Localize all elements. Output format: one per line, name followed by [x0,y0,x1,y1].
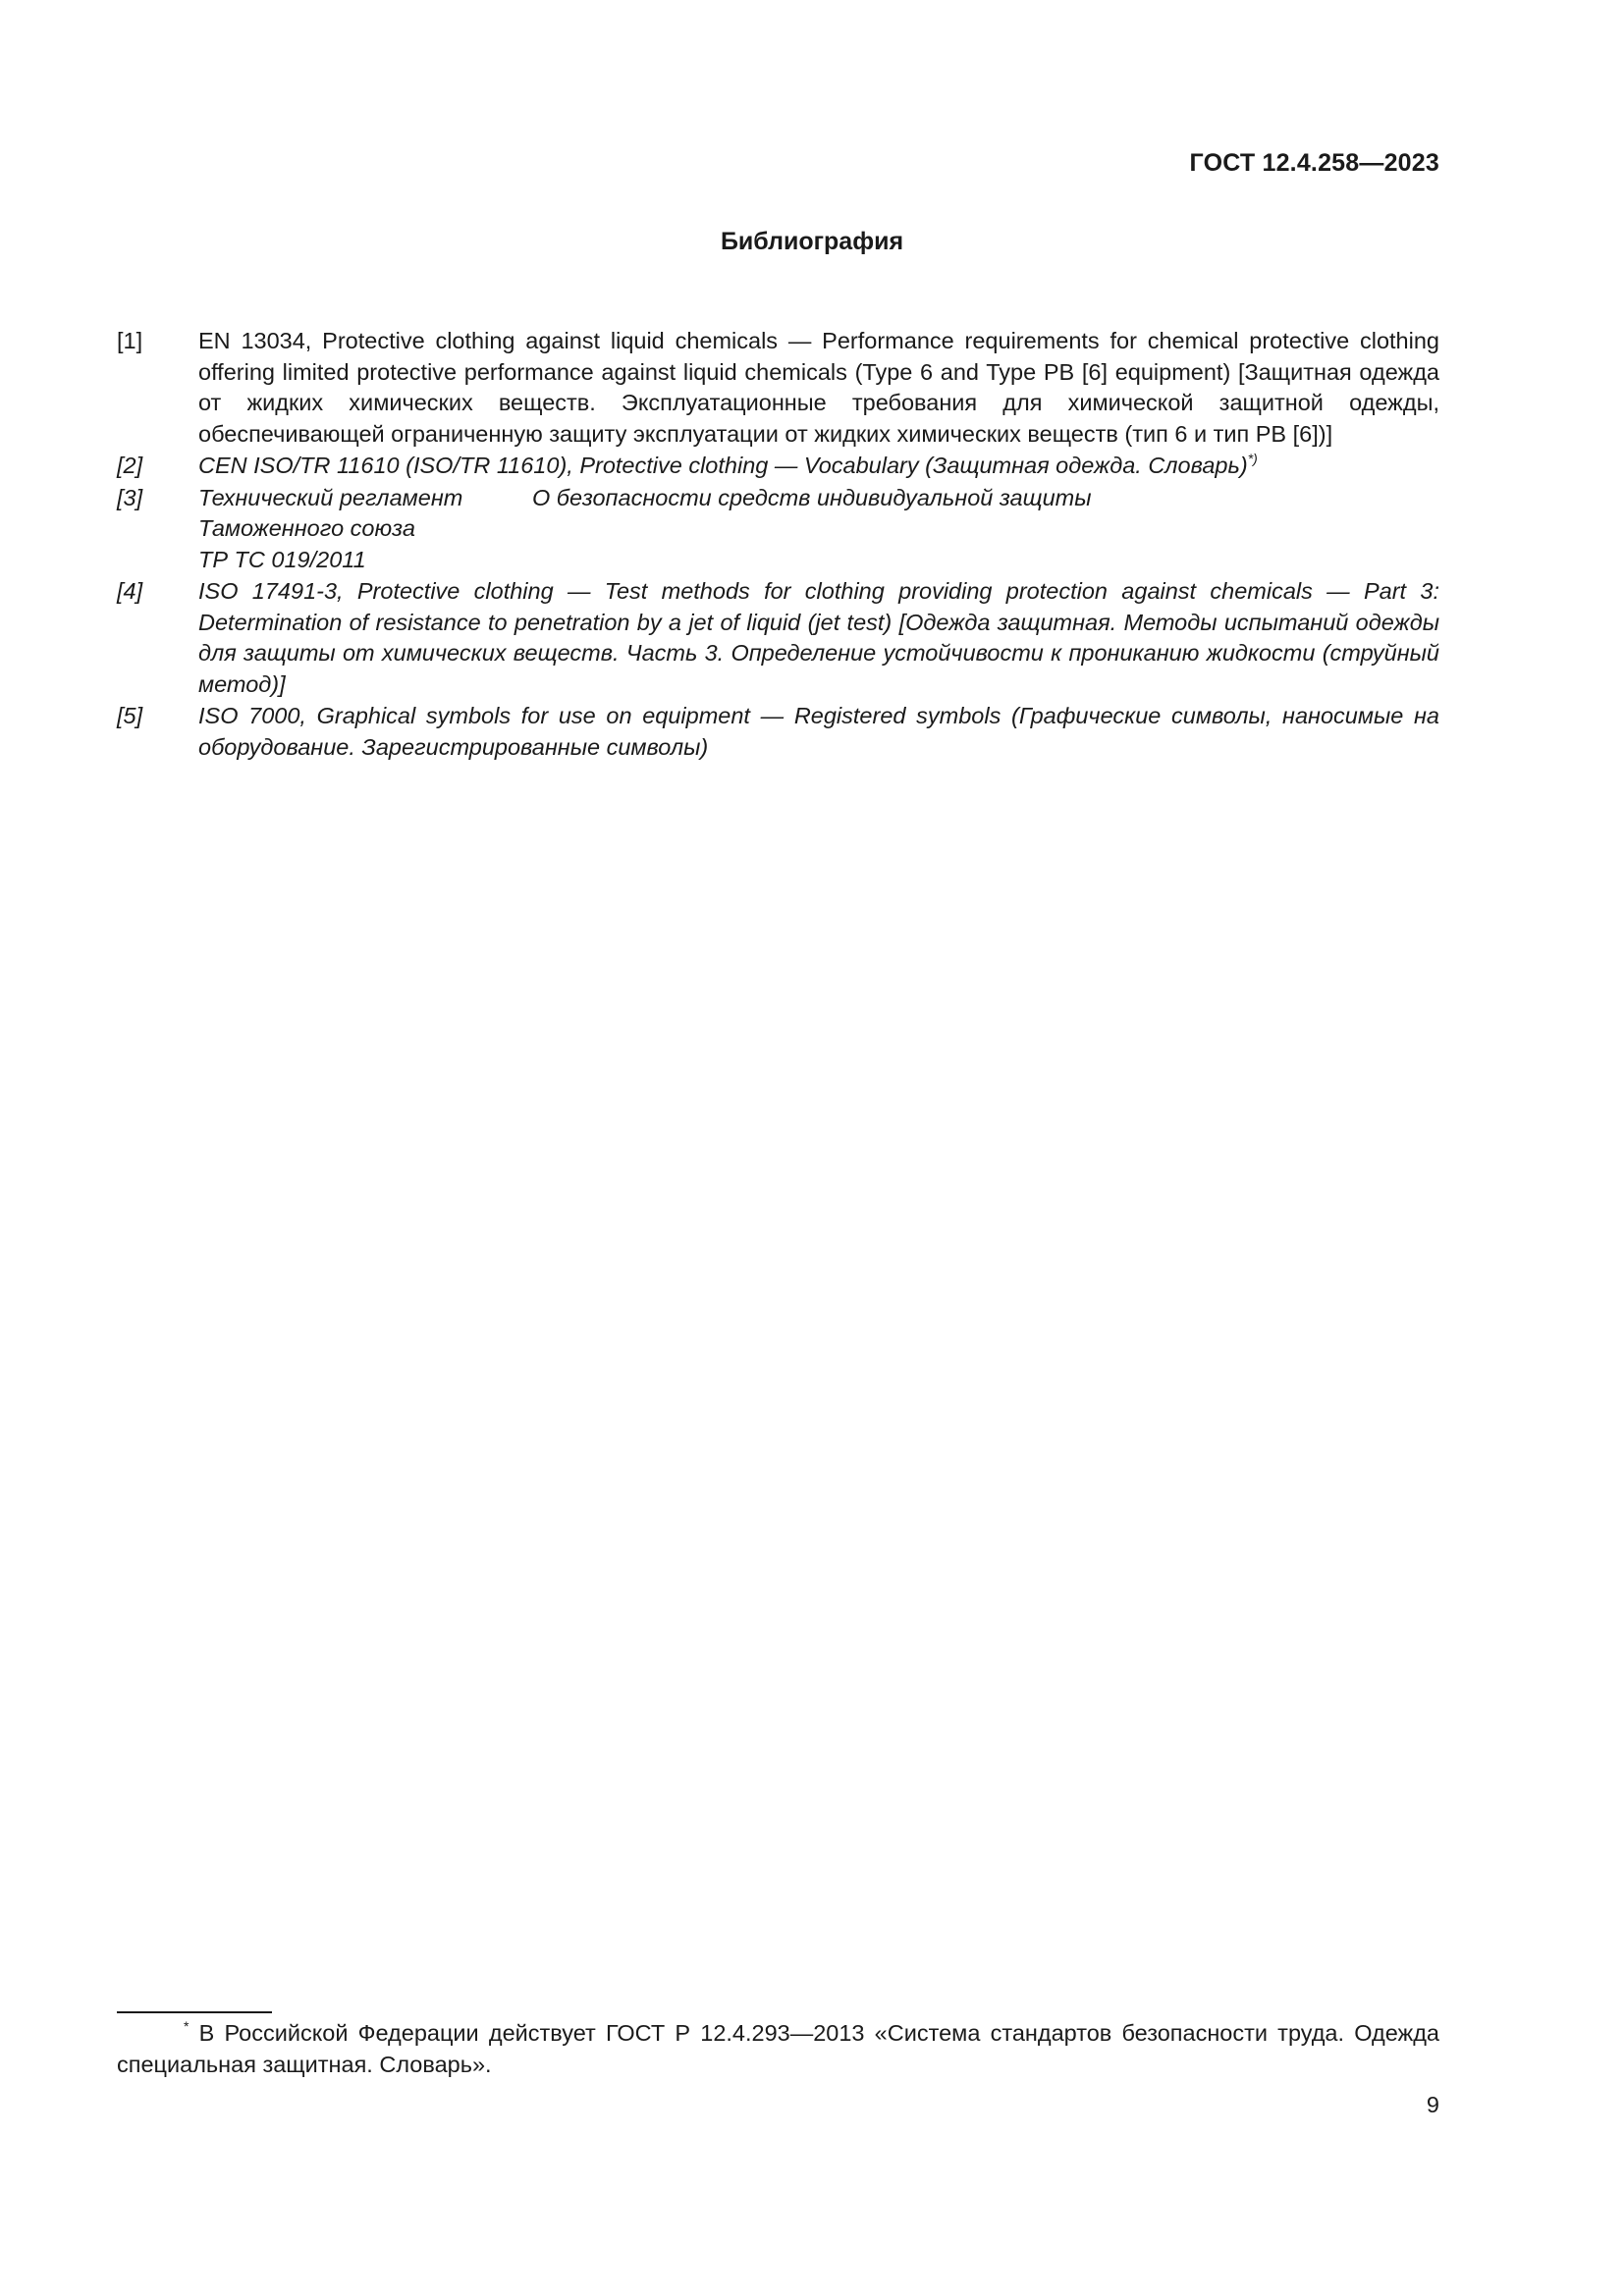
bibliography-entry-2 [117,451,1439,482]
footnote-text: В Российской Федерации действует ГОСТ Р 12.4.293—2013 «Система стандартов безопасности труда. Одежда специальная защитная. Словарь». [117,2020,1439,2077]
entry-number: [4] [117,578,143,604]
regulation-code: ТР ТС 019/2011 [198,546,366,572]
footnote-marker: * [184,2018,189,2034]
footnote-separator [117,2011,272,2013]
page-number: 9 [1426,2092,1439,2117]
footnote [117,2017,1439,2080]
bibliography-entry-5 [117,701,1439,763]
bibliography-list [117,326,1439,764]
entry-text: CEN ISO/TR 11610 (ISO/TR 11610), Protective clothing — Vocabulary (Защитная одежда. Словарь) [198,453,1248,478]
regulation-type: Технический регламент [198,484,463,510]
regulation-issuer: Таможенного союза [198,515,415,541]
entry-number: [5] [117,703,143,728]
entry-text: ISO 17491-3, Protective clothing — Test methods for clothing providing protection against chemicals — Part 3: Determination of resistance to penetration by a jet of liquid (jet test) [Одежда защитная. Методы испытаний одежды для защиты от химических веществ. Часть 3. Определение устойчивости к прониканию жидкости (струйный метод)] [198,578,1439,697]
bibliography-entry-4 [117,576,1439,700]
entry-number: [2] [117,453,143,478]
entry-number: [1] [117,328,143,353]
regulation-title: О безопасности средств индивидуальной защиты [532,484,1092,510]
entry-text: EN 13034, Protective clothing against liquid chemicals — Performance requirements for chemical protective clothing offering limited protective performance against liquid chemicals (Type 6 and Type PB [6] equipment) [Защитная одежда от жидких химических веществ. Эксплуатационные требования для химической защитной одежды, обеспечивающей ограниченную защиту эксплуатации от жидких химических веществ (тип 6 и тип PB [6])] [198,328,1439,447]
regulation-block [198,483,1439,576]
bibliography-entry-1 [117,326,1439,450]
document-code: ГОСТ 12.4.258—2023 [1189,149,1439,177]
bibliography-entry-3 [117,483,1439,576]
footnote-reference[interactable]: *) [1247,451,1258,466]
entry-number: [3] [117,484,143,510]
section-title: Библиография [720,228,904,255]
entry-text: ISO 7000, Graphical symbols for use on equipment — Registered symbols (Графические символы, наносимые на оборудование. Зарегистрированные символы) [198,703,1439,760]
entry-text-wrap [198,451,1439,482]
